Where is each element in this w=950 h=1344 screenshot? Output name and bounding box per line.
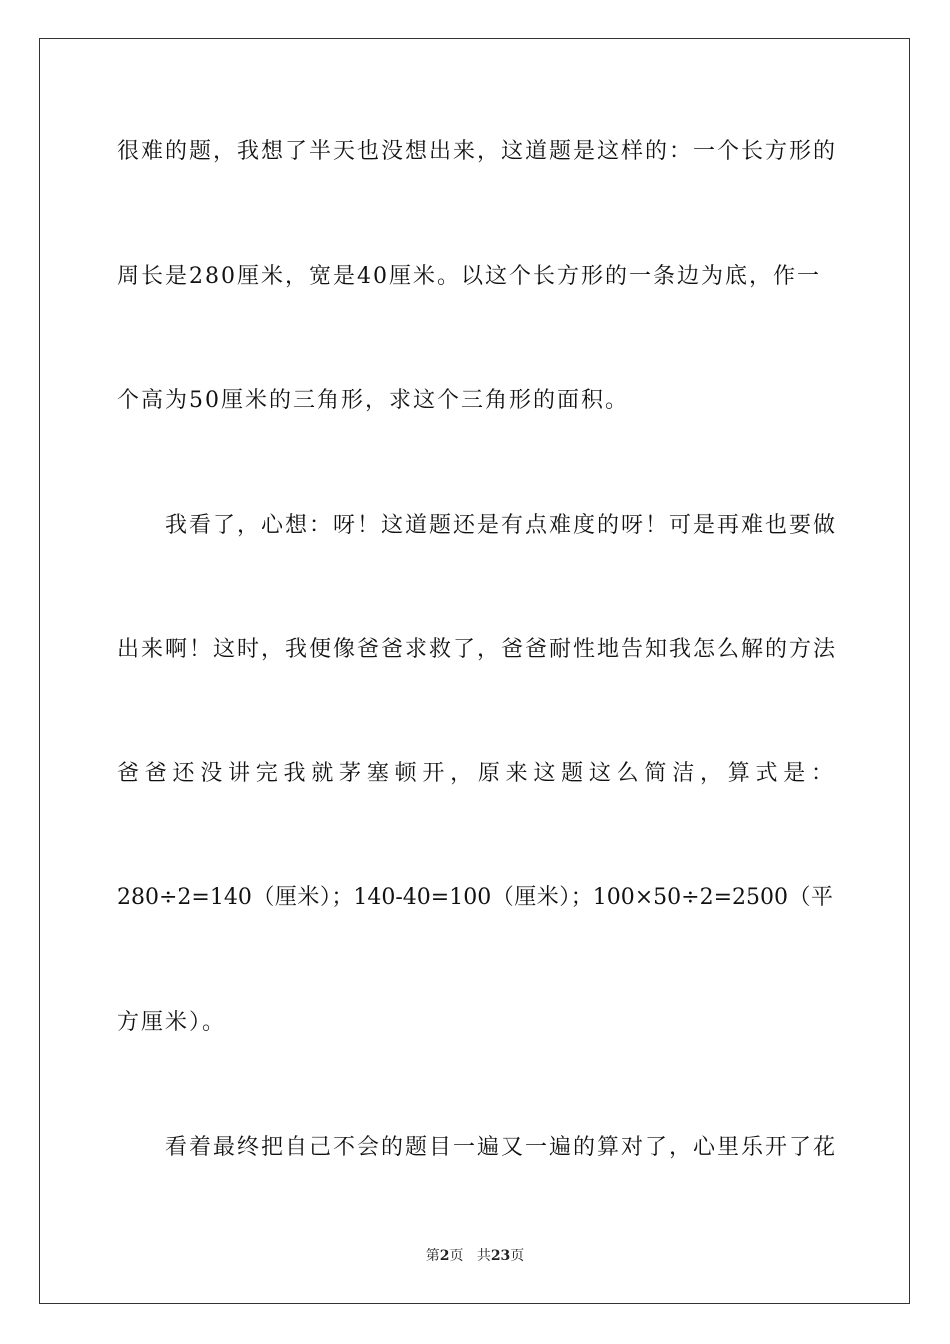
formula-line: 280÷2=140（厘米）；140-40=100（厘米）；100×50÷2=2500（平 (117, 885, 833, 910)
paragraph-line-1: 很难的题，我想了半天也没想出来，这道题是这样的：一个长方形的 (117, 139, 838, 164)
total-prefix: 共 (476, 1248, 491, 1264)
paragraph-line-6: 爸爸还没讲完我就茅塞顿开，原来这题这么简洁，算式是： (117, 761, 833, 786)
page-number: 2 (439, 1248, 450, 1264)
paragraph-line-2: 周长是280厘米，宽是40厘米。以这个长方形的一条边为底，作一 (117, 264, 821, 289)
page-border (39, 38, 910, 1304)
paragraph-line-9: 看着最终把自己不会的题目一遍又一遍的算对了，心里乐开了花 (165, 1135, 838, 1160)
page-suffix: 页 (449, 1248, 464, 1264)
paragraph-line-8: 方厘米）。 (117, 1010, 227, 1035)
paragraph-line-4: 我看了，心想：呀！这道题还是有点难度的呀！可是再难也要做 (165, 513, 838, 538)
paragraph-line-3: 个高为50厘米的三角形，求这个三角形的面积。 (117, 388, 629, 413)
page-prefix: 第 (425, 1248, 440, 1264)
total-pages: 23 (490, 1248, 511, 1264)
paragraph-line-5: 出来啊！这时，我便像爸爸求救了，爸爸耐性地告知我怎么解的方法 (117, 637, 838, 662)
total-suffix: 页 (510, 1248, 525, 1264)
page-footer (0, 1247, 950, 1265)
